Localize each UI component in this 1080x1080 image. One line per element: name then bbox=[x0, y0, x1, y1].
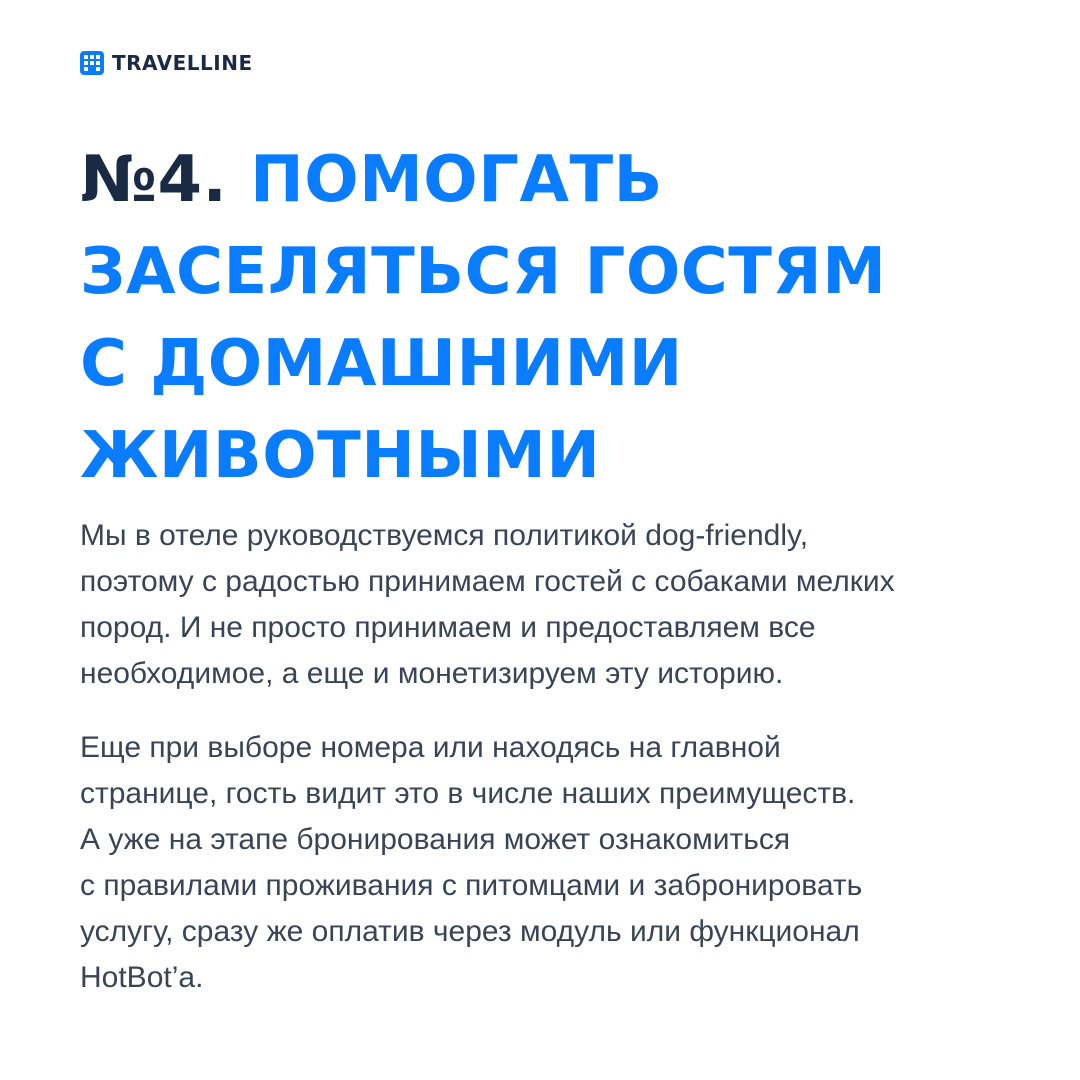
paragraph-2-line: А уже на этапе бронирования может ознакомиться bbox=[80, 823, 791, 856]
paragraph-2-line: HotBot’a. bbox=[80, 961, 204, 994]
paragraph-2-line: странице, гость видит это в числе наших преимуществ. bbox=[80, 777, 856, 810]
travelline-logo-grid-icon bbox=[80, 51, 104, 75]
headline-line-3: С ДОМАШНИМИ bbox=[80, 327, 683, 401]
headline-number: №4. bbox=[80, 143, 228, 217]
headline-text-1: ПОМОГАТЬ bbox=[250, 143, 663, 217]
headline-line-1 bbox=[80, 134, 1040, 226]
paragraph-1-line: необходимое, а еще и монетизируем эту историю. bbox=[80, 657, 784, 690]
headline bbox=[80, 134, 1040, 502]
paragraph-1 bbox=[80, 513, 1020, 697]
paragraph-1-line: Мы в отеле руководствуемся политикой dog-friendly, bbox=[80, 519, 809, 552]
brand-name: TRAVELLINE bbox=[112, 51, 253, 75]
paragraph-2-line: Еще при выборе номера или находясь на главной bbox=[80, 731, 781, 764]
brand-logo bbox=[80, 50, 253, 76]
paragraph-2-line: с правилами проживания с питомцами и забронировать bbox=[80, 869, 863, 902]
paragraph-2 bbox=[80, 725, 1020, 1001]
headline-line-4: ЖИВОТНЫМИ bbox=[80, 419, 601, 493]
paragraph-2-line: услугу, сразу же оплатив через модуль или функционал bbox=[80, 915, 860, 948]
paragraph-1-line: пород. И не просто принимаем и предоставляем все bbox=[80, 611, 816, 644]
headline-line-2: ЗАСЕЛЯТЬСЯ ГОСТЯМ bbox=[80, 235, 887, 309]
paragraph-1-line: поэтому с радостью принимаем гостей с собаками мелких bbox=[80, 565, 895, 598]
